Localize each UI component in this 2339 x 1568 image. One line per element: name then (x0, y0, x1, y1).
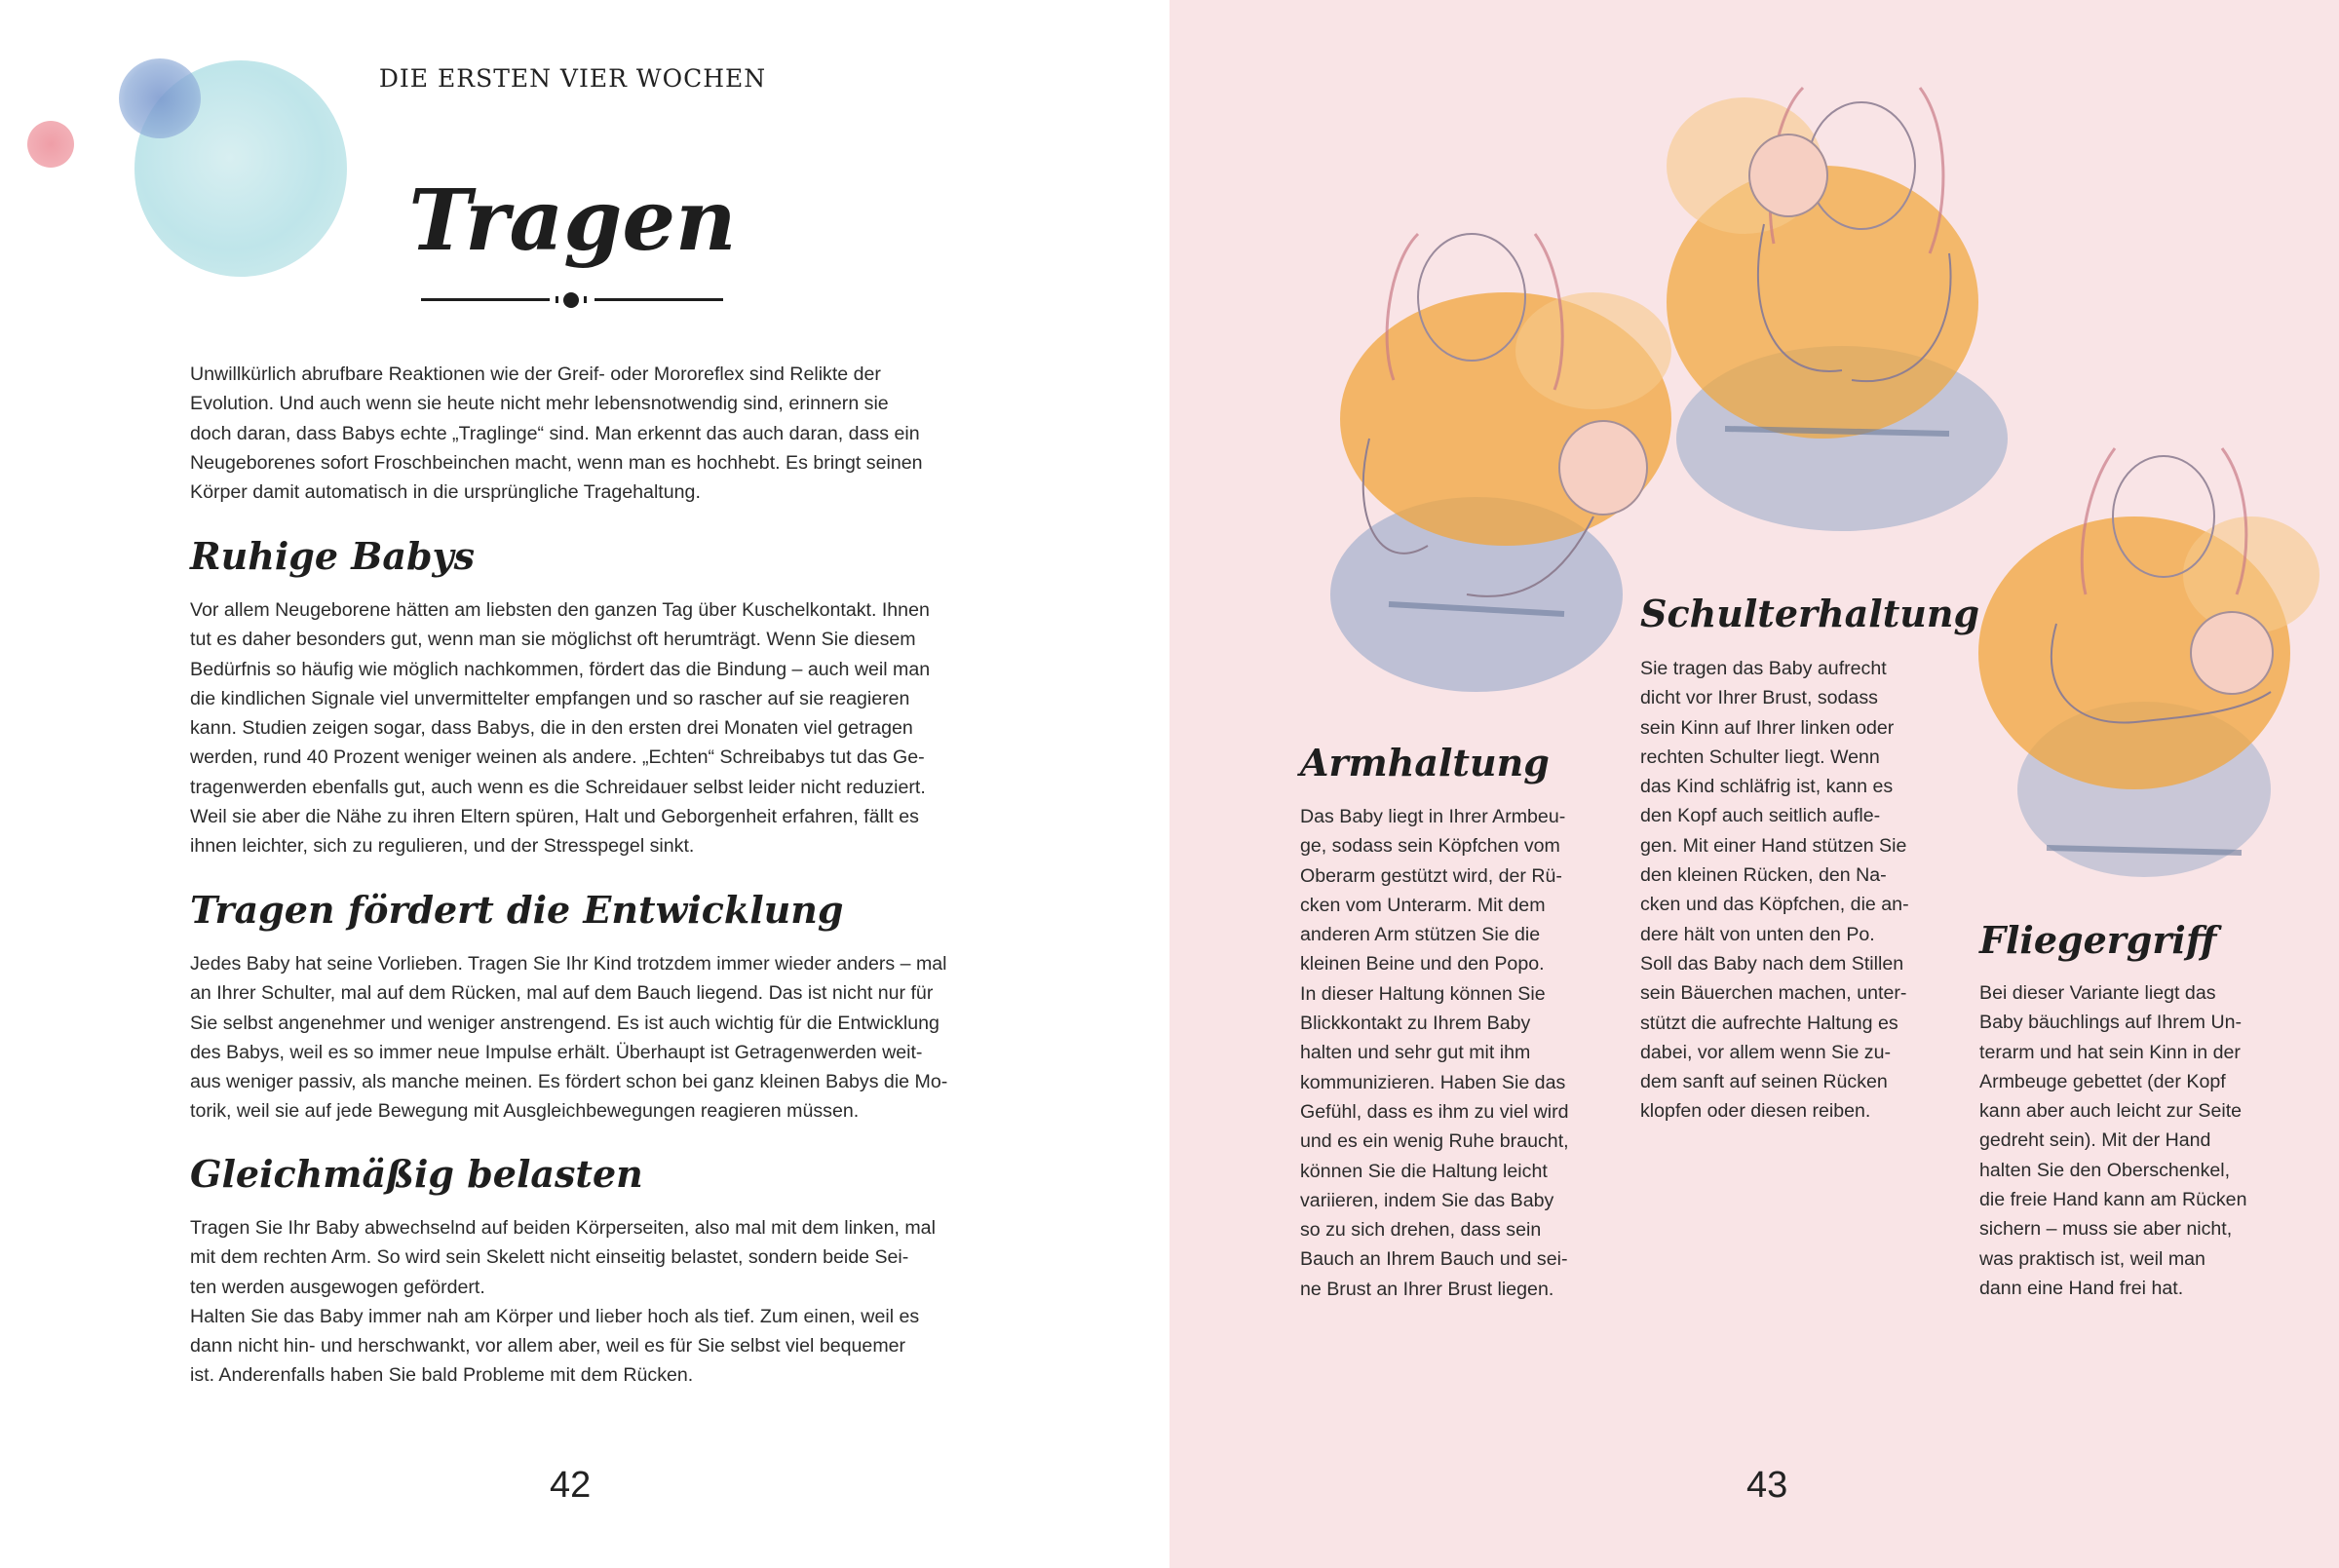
section-text-ruhige-babys: Vor allem Neugeborene hätten am liebsten den ganzen Tag über Kuschelkontakt. Ihnen tut es daher besonders gut, wenn man sie möglichst oft herumträgt. Wenn Sie diesem Bedürfnis so häufig wie möglich nachkommen, fördert das die Bindung – auch weil man die kindlichen Signale viel unvermittelter empfangen und so rascher auf sie reagieren kann. Studien zeigen sogar, dass Babys, die in den ersten drei Monaten viel getragen werden, rund 40 Prozent weniger weinen als andere. „Echten“ Schreibabys tut das Ge- tragenwerden ebenfalls gut, auch wenn es die Schreidauer selbst leider nicht reduziert. Weil sie aber die Nähe zu ihren Eltern spüren, Halt und Geborgenheit erfahren, fällt es ihnen leichter, sich zu regulieren, und der Stresspegel sinkt. (190, 599, 931, 858)
section-heading-entwicklung: Tragen fördert die Entwicklung (190, 888, 844, 932)
page-number-right: 43 (1746, 1465, 1788, 1506)
illustration-fliegergriff (1949, 429, 2339, 897)
right-page (1170, 0, 2339, 1568)
section-text-gleichmaessig: Tragen Sie Ihr Baby abwechselnd auf beiden Körperseiten, also mal mit dem linken, mal mit dem rechten Arm. So wird sein Skelett nicht einseitig belastet, sondern beide Sei- ten werden ausgewogen gefördert. Halten Sie das Baby immer nah am Körper und lieber hoch als tief. Zum einen, weil es dann nicht hin- und herschwankt, vor allem aber, weil es für Sie selbst viel bequemer ist. Anderenfalls haben Sie bald Probleme mit dem Rücken. (190, 1217, 936, 1387)
title-ornament-rule (421, 291, 723, 309)
section-heading-ruhige-babys: Ruhige Babys (190, 534, 476, 578)
column-text-schulterhaltung: Sie tragen das Baby aufrecht dicht vor Ihrer Brust, sodass sein Kinn auf Ihrer linken oder rechten Schulter liegt. Wenn das Kind schläfrig ist, kann es den Kopf auch seitlich aufle- gen. Mit einer Hand stützen Sie den kleinen Rücken, den Na- cken und das Köpfchen, die an- dere hält von unten den Po. Soll das Baby nach dem Stillen sein Bäuerchen machen, unter- stützt die aufrechte Haltung es dabei, vor allem wenn Sie zu- dem sanft auf seinen Rücken klopfen oder diesen reiben. (1640, 658, 1909, 1123)
section-heading-gleichmaessig: Gleichmäßig belasten (190, 1152, 643, 1196)
column-heading-armhaltung: Armhaltung (1300, 741, 1550, 784)
page-number-left: 42 (550, 1465, 592, 1506)
page-title: Tragen (408, 172, 737, 270)
intro-paragraph: Unwillkürlich abrufbare Reaktionen wie der Greif- oder Mororeflex sind Relikte der Evolution. Und auch wenn sie heute nicht mehr lebensnotwendig sind, erinnern sie doch daran, dass Babys echte „Traglinge“ sind. Man erkennt das auch daran, dass ein Neugeborenes sofort Froschbeinchen macht, wenn man es hochhebt. Es bringt seinen Körper damit automatisch in die ursprüngliche Tragehaltung. (190, 363, 923, 504)
column-heading-schulterhaltung: Schulterhaltung (1640, 592, 1980, 635)
column-text-fliegergriff: Bei dieser Variante liegt das Baby bäuchlings auf Ihrem Un- terarm und hat sein Kinn in der Armbeuge gebettet (der Kopf kann aber auch leicht zur Seite gedreht sein). Mit der Hand halten Sie den Oberschenkel, die freie Hand kann am Rücken sichern – muss sie aber nicht, was praktisch ist, weil man dann eine Hand frei hat. (1979, 982, 2247, 1299)
running-head-text: DIE ERSTEN VIER WOCHEN (378, 63, 767, 93)
column-text-armhaltung: Das Baby liegt in Ihrer Armbeu- ge, sodass sein Köpfchen vom Oberarm gestützt wird, der Rü- cken vom Unterarm. Mit dem anderen Arm stützen Sie die kleinen Beine und den Popo. In dieser Haltung können Sie Blickkontakt zu Ihrem Baby halten und sehr gut mit ihm kommunizieren. Haben Sie das Gefühl, dass es ihm zu viel wird und es ein wenig Ruhe braucht, können Sie die Haltung leicht variieren, indem Sie das Baby so zu sich drehen, dass sein Bauch an Ihrem Bauch und sei- ne Brust an Ihrer Brust liegen. (1300, 806, 1569, 1300)
watercolor-pink-dot (27, 121, 74, 168)
watercolor-blue-circle (119, 58, 201, 138)
running-head (378, 62, 767, 94)
section-text-entwicklung: Jedes Baby hat seine Vorlieben. Tragen Sie Ihr Kind trotzdem immer wieder anders – mal an Ihrer Schulter, mal auf dem Rücken, mal auf dem Bauch liegend. Das ist nicht nur für Sie selbst angenehmer und weniger anstrengend. Es ist auch wichtig für die Entwicklung des Babys, weil es so immer neue Impulse erhält. Überhaupt ist Getragenwerden weit- aus weniger passiv, als manche meinen. Es fördert schon bei ganz kleinen Babys die Mo- torik, weil sie auf jede Bewegung mit Ausgleichbewegungen reagieren müssen. (190, 953, 948, 1123)
column-heading-fliegergriff: Fliegergriff (1979, 918, 2217, 962)
